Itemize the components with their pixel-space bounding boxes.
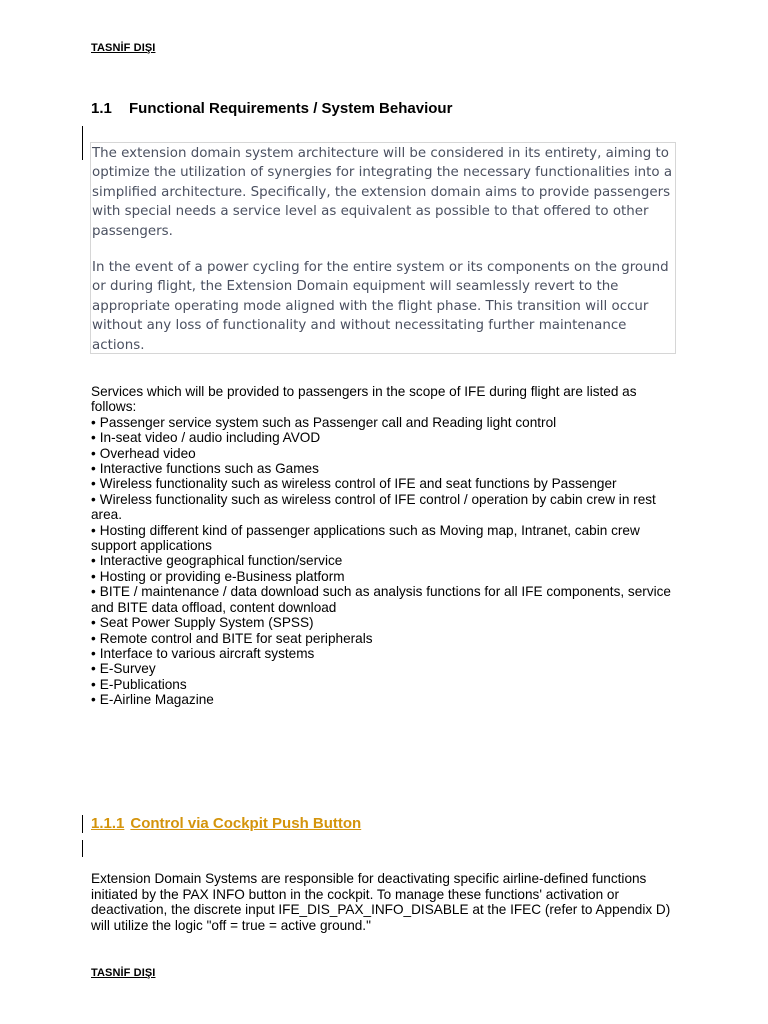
list-item: • In-seat video / audio including AVOD — [91, 430, 321, 446]
subsection-title-text: Control via Cockpit Push Button — [130, 815, 362, 832]
list-item: • Seat Power Supply System (SPSS) — [91, 615, 314, 631]
list-item: • Interactive geographical function/service — [91, 553, 343, 569]
list-item: • Passenger service system such as Passenger call and Reading light control — [91, 414, 557, 430]
list-item: • Wireless functionality such as wireless control of IFE control / operation by cabin crew in rest area. — [91, 491, 656, 523]
header-classification: TASNİF DIŞI — [91, 42, 156, 54]
list-item: • Interface to various aircraft systems — [91, 645, 315, 661]
bullet-icon: • — [91, 692, 96, 708]
list-item: • Hosting different kind of passenger applications such as Moving map, Intranet, cabin crew support applications — [91, 522, 640, 554]
bullet-icon: • — [91, 461, 96, 477]
services-intro: Services which will be provided to passengers in the scope of IFE during flight are listed as follows: — [91, 384, 637, 415]
comment-box[interactable] — [90, 142, 676, 354]
list-item: • Remote control and BITE for seat peripherals — [91, 630, 373, 646]
section-title-text: Functional Requirements / System Behaviour — [129, 100, 453, 117]
bullet-icon: • — [91, 476, 96, 492]
list-item: • Interactive functions such as Games — [91, 461, 319, 477]
bullet-icon: • — [91, 584, 96, 600]
bullet-icon: • — [91, 615, 96, 631]
control-paragraph-block — [91, 871, 681, 933]
bullet-icon: • — [91, 553, 96, 569]
text-cursor-bar — [82, 815, 83, 833]
comment-paragraph: In the event of a power cycling for the entire system or its components on the ground or during flight, the Extension Domain equipment will seamlessly revert to the appropriate operating mode aligned with the flight phase. This transition will occur without any loss of functionality and without necessitating further maintenance actions. — [92, 260, 669, 353]
bullet-icon: • — [91, 676, 96, 692]
section-number: 1.1 — [91, 100, 112, 117]
services-block — [91, 384, 676, 708]
section-heading — [91, 100, 452, 117]
list-item: • BITE / maintenance / data download such as analysis functions for all IFE components, service and BITE data offload, content download — [91, 584, 671, 615]
bullet-icon: • — [91, 568, 96, 584]
services-list — [91, 415, 676, 708]
text-cursor-bar — [82, 126, 83, 160]
list-item: • Overhead video — [91, 445, 196, 461]
comment-paragraph: The extension domain system architecture will be considered in its entirety, aiming to optimize the utilization of synergies for integrating the necessary functionalities into a simplified architecture. Specifically, the extension domain aims to provide passengers with special needs a service level as equivalent as possible to that offered to other passengers. — [92, 146, 673, 239]
list-item: • E-Airline Magazine — [91, 692, 214, 708]
bullet-icon: • — [91, 445, 96, 461]
list-item: • E-Publications — [91, 676, 187, 692]
list-item: • E-Survey — [91, 661, 156, 677]
control-paragraph: Extension Domain Systems are responsible for deactivating specific airline-defined functions initiated by the PAX INFO button in the cockpit. To manage these functions' activation or deactivation, the discrete input IFE_DIS_PAX_INFO_DISABLE at the IFEC (refer to Appendix D) will utilize the logic "off = true = active ground." — [91, 871, 671, 933]
text-cursor-bar — [82, 840, 83, 857]
bullet-icon: • — [91, 430, 96, 446]
subsection-number: 1.1.1 — [91, 815, 125, 832]
subsection-heading-link[interactable] — [91, 815, 361, 832]
list-item: • Hosting or providing e-Business platform — [91, 568, 345, 584]
list-item: • Wireless functionality such as wireless control of IFE and seat functions by Passenger — [91, 476, 617, 492]
footer-classification: TASNİF DIŞI — [91, 967, 156, 979]
bullet-icon: • — [91, 661, 96, 677]
bullet-icon: • — [91, 630, 96, 646]
bullet-icon: • — [91, 522, 96, 538]
bullet-icon: • — [91, 491, 96, 507]
bullet-icon: • — [91, 645, 96, 661]
bullet-icon: • — [91, 414, 96, 430]
